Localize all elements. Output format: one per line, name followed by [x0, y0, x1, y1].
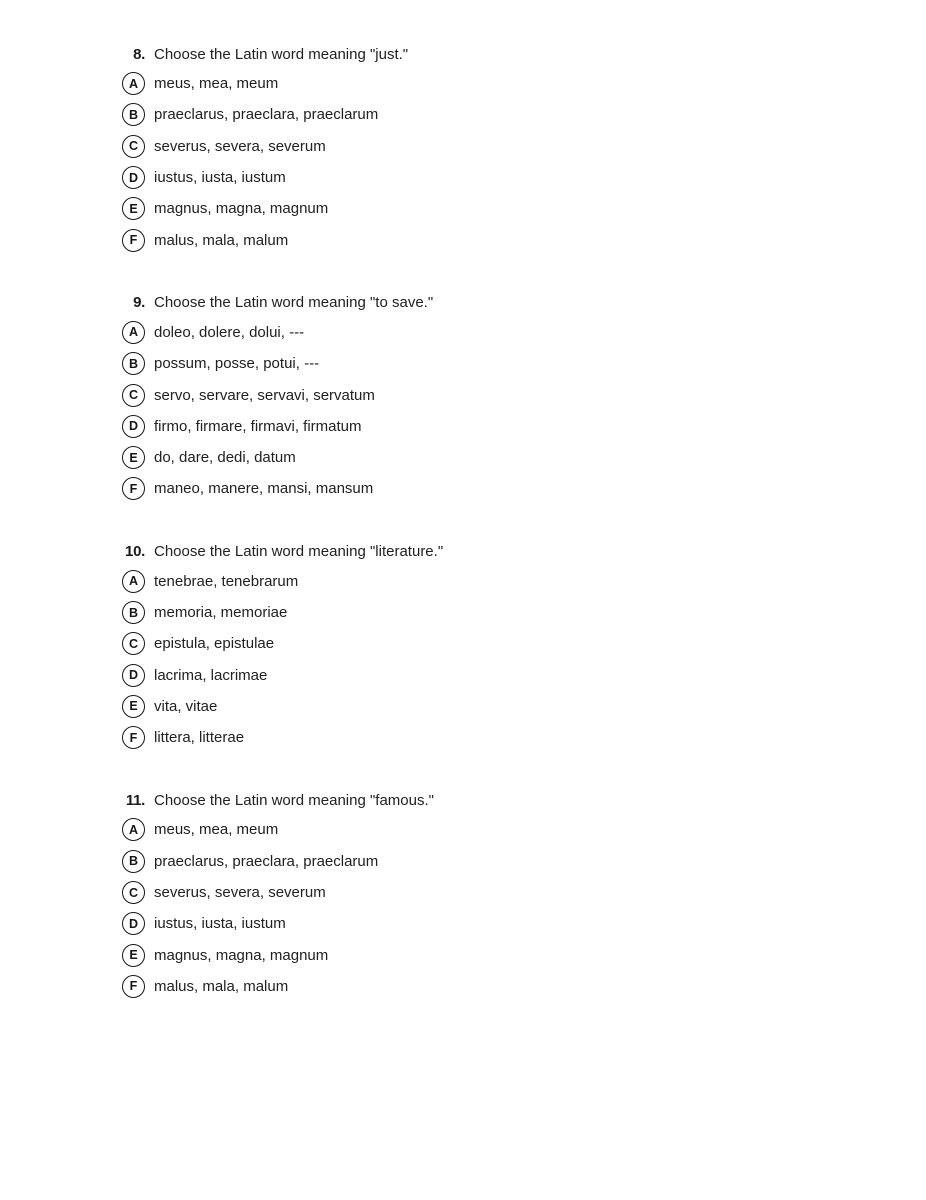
answer-option[interactable] — [122, 131, 926, 162]
option-text: severus, severa, severum — [154, 137, 326, 155]
option-letter-bubble[interactable]: A — [122, 818, 145, 841]
option-text: lacrima, lacrimae — [154, 666, 268, 684]
option-letter-bubble[interactable]: C — [122, 135, 145, 158]
option-letter-bubble[interactable]: C — [122, 881, 145, 904]
option-letter-bubble[interactable]: B — [122, 850, 145, 873]
option-text: meus, mea, meum — [154, 821, 279, 839]
option-letter-bubble[interactable]: E — [122, 446, 145, 469]
option-text: iustus, iusta, iustum — [154, 915, 286, 933]
answer-option[interactable] — [122, 162, 926, 193]
answer-option[interactable] — [122, 442, 926, 473]
question-block — [122, 289, 926, 505]
question-prompt: Choose the Latin word meaning "just." — [154, 45, 409, 63]
answer-option[interactable] — [122, 473, 926, 504]
option-letter-bubble[interactable]: B — [122, 352, 145, 375]
option-letter-bubble[interactable]: F — [122, 229, 145, 252]
option-letter-bubble[interactable]: D — [122, 664, 145, 687]
option-letter-bubble[interactable]: B — [122, 601, 145, 624]
answer-option[interactable] — [122, 691, 926, 722]
option-text: epistula, epistulae — [154, 635, 275, 653]
option-letter-bubble[interactable]: C — [122, 384, 145, 407]
option-text: iustus, iusta, iustum — [154, 169, 286, 187]
question-block — [122, 786, 926, 1002]
answer-option[interactable] — [122, 597, 926, 628]
question-list — [122, 40, 926, 1002]
answer-option[interactable] — [122, 908, 926, 939]
option-letter-bubble[interactable]: E — [122, 944, 145, 967]
option-letter-bubble[interactable]: F — [122, 477, 145, 500]
answer-option[interactable] — [122, 846, 926, 877]
answer-option[interactable] — [122, 224, 926, 255]
option-letter-bubble[interactable]: B — [122, 103, 145, 126]
option-text: magnus, magna, magnum — [154, 200, 329, 218]
question-header — [122, 40, 926, 68]
answer-option[interactable] — [122, 722, 926, 753]
question-number: 9. — [133, 294, 145, 312]
answer-option[interactable] — [122, 940, 926, 971]
answer-option[interactable] — [122, 379, 926, 410]
option-text: praeclarus, praeclara, praeclarum — [154, 106, 379, 124]
option-text: memoria, memoriae — [154, 604, 288, 621]
option-letter-bubble[interactable]: E — [122, 197, 145, 220]
option-letter-bubble[interactable]: D — [122, 912, 145, 935]
answer-option[interactable] — [122, 659, 926, 690]
answer-option[interactable] — [122, 877, 926, 908]
option-letter-bubble[interactable]: D — [122, 166, 145, 189]
option-text: praeclarus, praeclara, praeclarum — [154, 852, 379, 870]
question-header — [122, 538, 926, 566]
option-text: littera, litterae — [154, 729, 245, 747]
question-number: 10. — [125, 543, 145, 561]
question-block — [122, 538, 926, 754]
option-text: magnus, magna, magnum — [154, 946, 329, 964]
option-letter-bubble[interactable]: A — [122, 72, 145, 95]
question-block — [122, 40, 926, 256]
answer-option[interactable] — [122, 566, 926, 597]
question-prompt: Choose the Latin word meaning "to save." — [154, 294, 434, 312]
option-letter-bubble[interactable]: F — [122, 975, 145, 998]
option-text: malus, mala, malum — [154, 231, 289, 249]
question-header — [122, 289, 926, 317]
answer-option[interactable] — [122, 68, 926, 99]
question-header — [122, 786, 926, 814]
option-text: doleo, dolere, dolui, --- — [154, 323, 305, 341]
option-text: malus, mala, malum — [154, 977, 289, 995]
option-text: servo, servare, servavi, servatum — [154, 386, 375, 404]
answer-option[interactable] — [122, 193, 926, 224]
option-text: tenebrae, tenebrarum — [154, 572, 299, 590]
option-letter-bubble[interactable]: C — [122, 632, 145, 655]
option-letter-bubble[interactable]: A — [122, 570, 145, 593]
option-letter-bubble[interactable]: D — [122, 415, 145, 438]
answer-option[interactable] — [122, 411, 926, 442]
question-number: 11. — [125, 791, 145, 809]
option-text: meus, mea, meum — [154, 75, 279, 93]
option-text: maneo, manere, mansi, mansum — [154, 480, 374, 498]
option-text: possum, posse, potui, --- — [154, 355, 320, 373]
answer-option[interactable] — [122, 317, 926, 348]
question-prompt: Choose the Latin word meaning "literature." — [154, 543, 444, 561]
answer-option[interactable] — [122, 814, 926, 845]
option-letter-bubble[interactable]: A — [122, 321, 145, 344]
answer-option[interactable] — [122, 628, 926, 659]
option-letter-bubble[interactable]: E — [122, 695, 145, 718]
answer-option[interactable] — [122, 99, 926, 130]
question-prompt: Choose the Latin word meaning "famous." — [154, 791, 434, 809]
option-text: firmo, firmare, firmavi, firmatum — [154, 417, 362, 435]
option-text: vita, vitae — [154, 697, 218, 715]
option-letter-bubble[interactable]: F — [122, 726, 145, 749]
answer-option[interactable] — [122, 348, 926, 379]
option-text: severus, severa, severum — [154, 884, 326, 902]
question-number: 8. — [133, 45, 145, 63]
answer-option[interactable] — [122, 971, 926, 1002]
option-text: do, dare, dedi, datum — [154, 449, 296, 467]
